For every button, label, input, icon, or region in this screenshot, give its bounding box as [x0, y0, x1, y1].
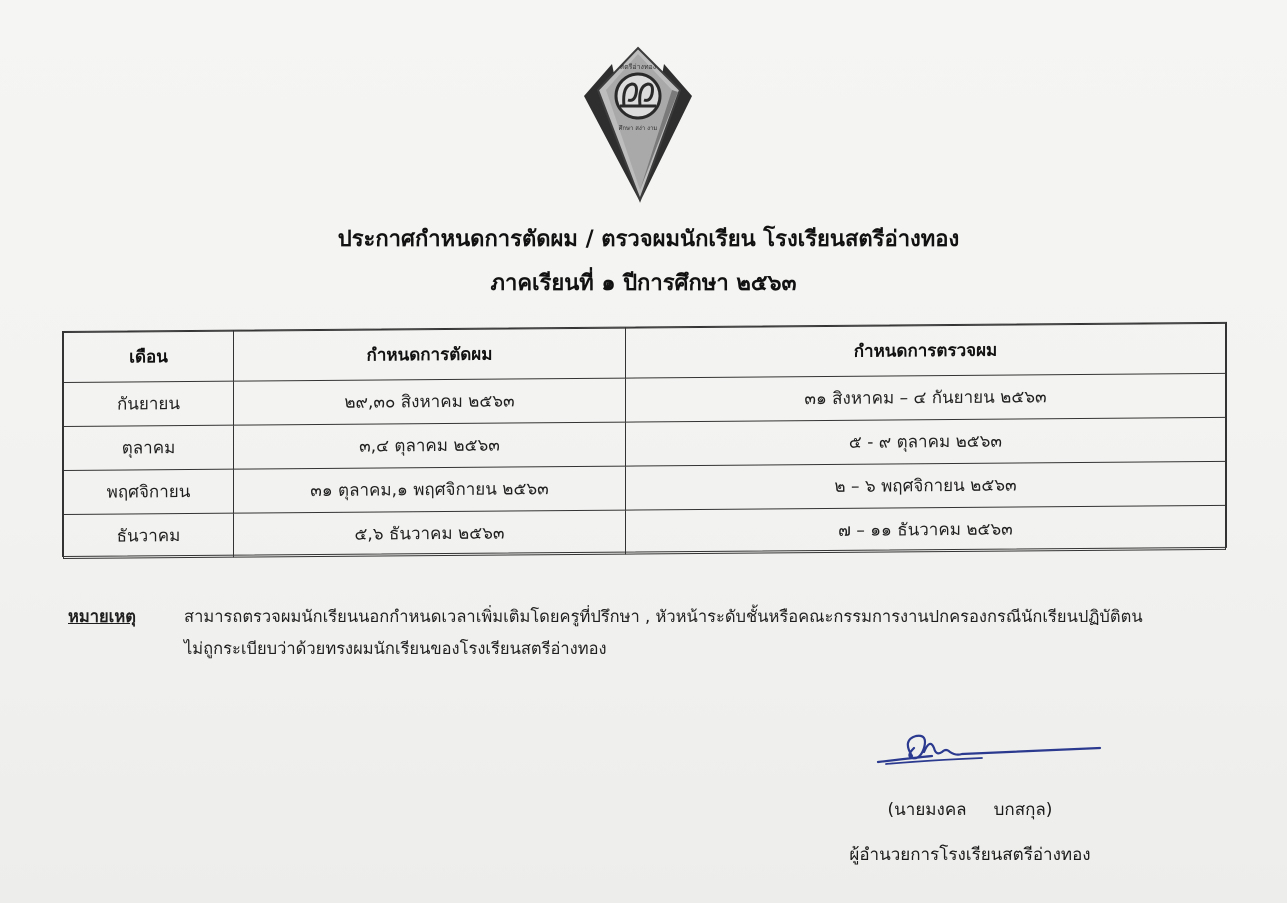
cell-inspection-date: ๗ – ๑๑ ธันวาคม ๒๕๖๓ [626, 505, 1226, 554]
signature-icon [872, 718, 1112, 778]
cell-haircut-date: ๕,๖ ธันวาคม ๒๕๖๓ [234, 510, 626, 557]
remark-text-line-2: ไม่ถูกระเบียบว่าด้วยทรงผมนักเรียนของโรงเรียนสตรีอ่างทอง [184, 639, 607, 658]
header-haircut-date: กำหนดการตัดผม [234, 328, 626, 381]
table-row [64, 505, 1226, 558]
cell-inspection-date: ๒ – ๖ พฤศจิกายน ๒๕๖๓ [626, 461, 1226, 510]
header-inspection-date: กำหนดการตรวจผม [626, 323, 1226, 378]
cell-haircut-date: ๒๙,๓๐ สิงหาคม ๒๕๖๓ [234, 378, 626, 425]
schedule-table [62, 322, 1227, 557]
cell-month: พฤศจิกายน [64, 469, 234, 514]
cell-haircut-date: ๓๑ ตุลาคม,๑ พฤศจิกายน ๒๕๖๓ [234, 466, 626, 513]
page-subtitle: ภาคเรียนที่ ๑ ปีการศึกษา ๒๕๖๓ [490, 271, 797, 296]
cell-month: ตุลาคม [64, 425, 234, 470]
cell-inspection-date: ๓๑ สิงหาคม – ๔ กันยายน ๒๕๖๓ [626, 373, 1226, 422]
cell-month: ธันวาคม [64, 513, 234, 558]
header-month: เดือน [64, 331, 234, 382]
remark-label: หมายเหตุ [68, 607, 136, 626]
signatory-position: ผู้อำนวยการโรงเรียนสตรีอ่างทอง [849, 845, 1091, 865]
emblem-top-text: สตรีอ่างทอง [619, 63, 657, 71]
page-title: ประกาศกำหนดการตัดผม / ตรวจผมนักเรียน โรงเรียนสตรีอ่างทอง [337, 227, 960, 252]
school-emblem-icon [582, 44, 694, 204]
signatory-name: (นายมงคล บกสกุล) [887, 800, 1053, 820]
emblem-bottom-text: ศึกษา สง่า งาม [618, 125, 658, 132]
remark-text-line-1: สามารถตรวจผมนักเรียนนอกกำหนดเวลาเพิ่มเติมโดยครูที่ปรึกษา , หัวหน้าระดับชั้นหรือคณะกรรมการงานปกครองกรณีนักเรียนปฏิบัติตน [184, 607, 1143, 626]
table-header-row [64, 323, 1226, 382]
cell-month: กันยายน [64, 381, 234, 426]
cell-inspection-date: ๕ - ๙ ตุลาคม ๒๕๖๓ [626, 417, 1226, 466]
cell-haircut-date: ๓,๔ ตุลาคม ๒๕๖๓ [234, 422, 626, 469]
